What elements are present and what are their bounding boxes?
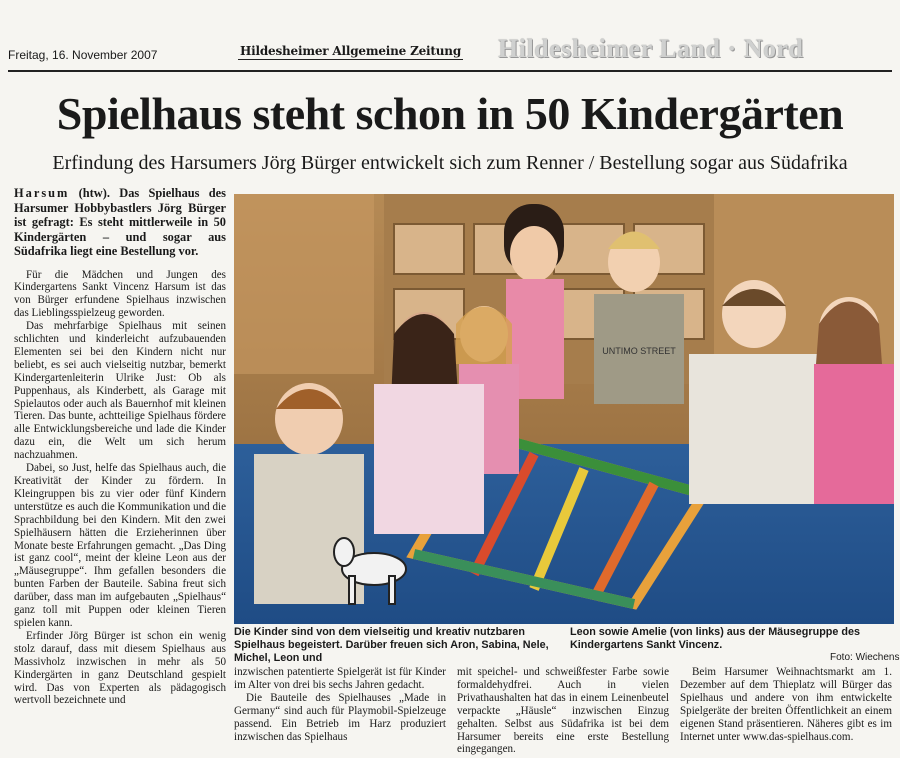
paragraph: mit speichel- und schweißfester Farbe sowie formaldehydfrei. Auch in vielen Privathaushalten hat das in einem Leinenbeutel verpackte „Häusle“ inzwischen Einzug gehalten. Selbst aus Südafrika ist bei dem Harsumer bereits eine erste Bestellung eingegangen. xyxy=(457,666,669,756)
paragraph: Dabei, so Just, helfe das Spielhaus auch, die Kreativität der Kinder zu fördern. In Kleingruppen bis zu vier oder fünf Kindern unterstütze es auch die Kommunikation und die Sprachbildung bei den Kindern. Mit den zwei Spielhäusern hätten die Erzieherinnen über Monate beste Erfahrungen gemacht. „Das Ding ist ganz cool“, meint der kleine Leon aus der „Mäusegruppe“. Ihm gefallen besonders die bunten Farben der Bauteile. Sabina freut sich darüber, dass man im aufgebauten „Spielhaus“ ganz toll mit Puppen oder kleinen Tieren spielen kann. xyxy=(14,462,226,629)
section-title: Hildesheimer Land · Nord xyxy=(498,34,804,63)
article-column-2 xyxy=(234,666,446,743)
newspaper-masthead: Hildesheimer Allgemeine Zeitung xyxy=(240,44,462,58)
article-column-1 xyxy=(14,186,226,707)
article-column-4 xyxy=(680,666,892,743)
photo-caption-right: Leon sowie Amelie (von links) aus der Mäusegruppe des Kindergartens Sankt Vincenz. xyxy=(570,626,860,651)
paragraph: Beim Harsumer Weihnachtsmarkt am 1. Dezember auf dem Thieplatz will Bürger das Spielhaus und andere von ihm entwickelte Spielgeräte der breiten Öffentlichkeit an einem eigenen Stand präsentieren. Näheres gibt es im Internet unter www.das-spielhaus.com. xyxy=(680,666,892,743)
publication-date: Freitag, 16. November 2007 xyxy=(8,48,158,62)
lead-text: (htw). Das Spielhaus des Harsumer Hobbybastlers Jörg Bürger ist gefragt: Es steht mittlerweile in 50 Kindergärten – und sogar aus Südafrika liegt eine Bestellung vor. xyxy=(14,186,226,258)
children-playing-photo xyxy=(234,194,894,624)
dateline: Harsum xyxy=(14,186,70,200)
paragraph: Die Bauteile des Spielhauses „Made in Germany“ sind auch für Playmobil-Spielzeuge passend. Ein Betrieb im Harz produziert inzwischen das Spielhaus xyxy=(234,691,446,743)
photo-caption-left: Die Kinder sind von dem vielseitig und kreativ nutzbaren Spielhaus begeistert. Darüber freuen sich Aron, Sabina, Nele, Michel, Leon und xyxy=(234,626,549,664)
article-column-3 xyxy=(457,666,669,756)
article-photo xyxy=(234,194,894,624)
headline: Spielhaus steht schon in 50 Kindergärten xyxy=(56,88,844,139)
photo-credit: Foto: Wiechens xyxy=(830,652,900,663)
paragraph: Für die Mädchen und Jungen des Kindergartens Sankt Vincenz Harsum ist das von Bürger erfundene Spielhaus inzwischen das Lieblingsspielzeug geworden. xyxy=(14,268,226,320)
paragraph: Das mehrfarbige Spielhaus mit seinen schlichten und kinderleicht aufzubauenden Elementen sei bei den Kindern nicht nur beliebt, es sei auch vielseitig nutzbar, bemerkt Kindergartenleiterin Ulrike Just: Ob als Puppenhaus, als Kinderbett, als Garage mit Spielautos oder auch als Bauernhof mit kleinen Tieren. Das bunte, achtteilige Spielhaus fördere alle Entwicklungsbereiche und lade die Kinder dazu ein, die Welt um sich herum nachzuahmen. xyxy=(14,320,226,462)
paragraph: Erfinder Jörg Bürger ist schon ein wenig stolz darauf, dass mit diesem Spielhaus aus Massivholz inzwischen in mehr als 50 Kindergärten in ganz Deutschland gespielt wird. Das von Experten als pädagogisch wertvoll bezeichnete und xyxy=(14,629,226,707)
subheadline: Erfindung des Harsumers Jörg Bürger entwickelt sich zum Renner / Bestellung sogar aus Südafrika xyxy=(52,152,848,174)
shirt-lettering: UNTIMO STREET xyxy=(602,346,676,356)
lead-paragraph xyxy=(14,186,226,259)
paragraph: inzwischen patentierte Spielgerät ist für Kinder im Alter von drei bis sechs Jahren gedacht. xyxy=(234,666,446,691)
header-rule xyxy=(8,70,892,72)
